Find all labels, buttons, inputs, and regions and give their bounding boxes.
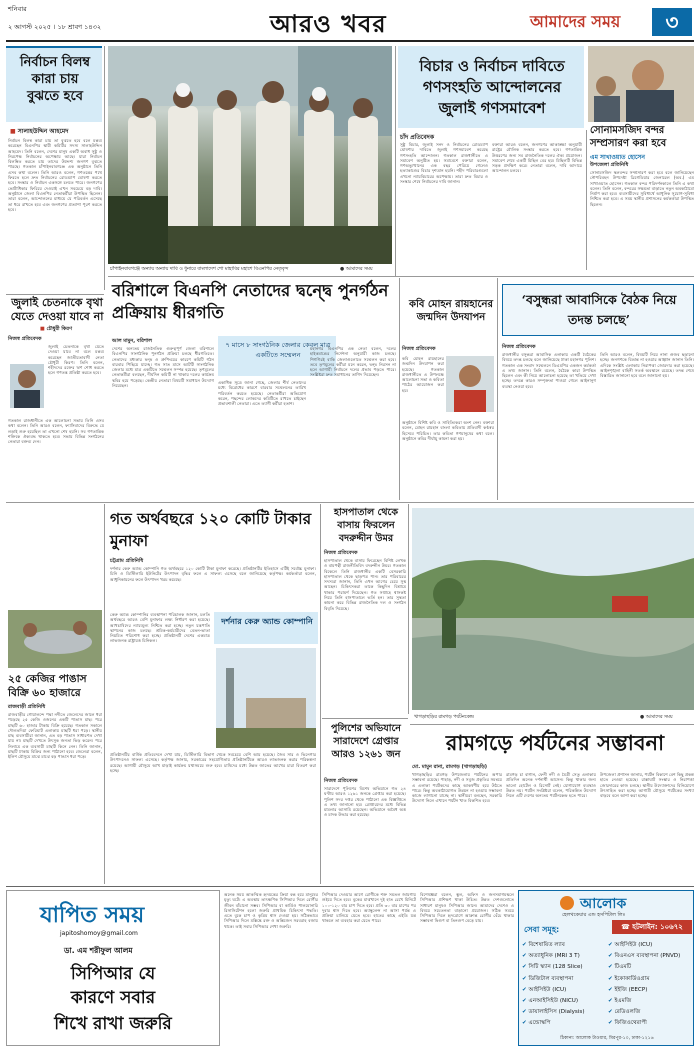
story-10-body: রাজবাড়ীর গোয়ালন্দে পদ্মা নদীতে জেলেদের জালে ধরা পড়েছে ২৫ কেজি ওজনের একটি পাঙাস মাছ। পরে মাছটি ৬০ হাজার টাকায় বিক্রি হয়েছে। গতকাল সকালে দৌলতদিয়া ফেরিঘাট এলাকায় মাছটি ধরা পড়ে। স্থানীয় মাছ ব্যবসায়ীরা জানান, এত বড় পাঙাস সাধারণত দেখা যায় না। মাছটি দেখতে উৎসুক জনতা ভিড় করেন। পরে নিলামে এক ব্যবসায়ী মাছটি কিনে নেন। তিনি জানান, মাছটি ঢাকায় বিক্রির জন্য পাঠানো হবে। জেলেরা বলেন, ইলিশ মৌসুমে মাঝে মাঝে বড় পাঙাস ধরা পড়ে। (8, 712, 102, 760)
rally-photo (108, 46, 392, 264)
hospital-logo-mark (560, 896, 574, 910)
story-11-body: সারাদেশে পুলিশের বিশেষ অভিযানে গত ২৪ ঘণ্টায় আরও ১২৬১ জনকে গ্রেপ্তার করা হয়েছে। পুলিশ সদর দপ্তর থেকে পাঠানো এক বিজ্ঞপ্তিতে এ তথ্য জানানো হয়। গ্রেপ্তারদের মধ্যে বিভিন্ন মামলার আসামি রয়েছেন। অভিযানে অবৈধ অস্ত্র ও মাদক উদ্ধার করা হয়েছে। (324, 786, 406, 818)
service-item-label: আইসিইউ (ICU) (614, 942, 653, 948)
ad-email: japitoshomoy@gmail.com (60, 930, 138, 937)
story-4-byline: আল মামুন, বরিশাল (112, 338, 153, 344)
hospital-address: ঠিকানা: আলোক টাওয়ার, মিরপুর-১০, ঢাকা-১২১৬ (560, 1036, 654, 1041)
story-7-body-b: তিনি আরও বলেন, বিষয়টি নিয়ে নানা গুজব ছড়ানো হচ্ছে। জনগণকে বিভ্রান্ত না হওয়ার আহ্বান জানান তিনি। এদিকে সংশ্লিষ্ট এলাকায় নিরাপত্তা জোরদার করা হয়েছে। আইনশৃঙ্খলা বাহিনী সতর্ক অবস্থানে রয়েছে। তদন্ত শেষে বিস্তারিত জানানো হবে বলে জানানো হয়। (600, 352, 694, 379)
service-item (608, 1007, 692, 1018)
hospital-name: আলোক (580, 896, 627, 912)
photo-2-caption: খাগড়াছড়ির রামগড় পর্যটনকেন্দ্র (414, 715, 474, 720)
story-12-body-b: রামগড় চা বাগান, ফেনী নদী ও মৈত্রী সেতু এলাকায় প্রতিদিন অনেক দর্শনার্থী আসেন। কিন্তু থাকার জন্য ভালো হোটেল ও রিসোর্ট নেই। যোগাযোগ ব্যবস্থাও উন্নত নয়। পর্যটন সংশ্লিষ্টরা বলেন, পরিকল্পিত উদ্যোগ নিলে এটি দেশের অন্যতম পর্যটনকেন্দ্র হতে পারে। (506, 772, 596, 799)
photo-1-caption: চাঁপাইনবাবগঞ্জে অন্যায় অন্যায় দাবি ও ধুনারে বাংলাদেশ শো মাহাবির মহাশে বিএনপির নেতৃবৃন্দ (110, 267, 289, 272)
story-2-byline: চাঁদ প্রতিবেদক (400, 134, 435, 141)
hotline-text: হটলাইন: ১০৬৭২ (632, 923, 683, 931)
portrait-photo (588, 46, 694, 122)
story-7-title: ‘বসুন্ধরা আবাসিকে বৈঠক নিয়ে তদন্ত চলছে’ (521, 292, 677, 327)
story-9-body: হাসপাতাল থেকে বাসায় ফিরেছেন বিশিষ্ট লেখক ও বামপন্থী রাজনীতিবিদ বদরুদ্দীন উমর। গতকাল বিকেলে তিনি রাজধানীর একটি বেসরকারি হাসপাতাল থেকে ছাড়পত্র পান। তার পরিবারের সদস্যরা জানান, তিনি এখন আগের চেয়ে সুস্থ আছেন। চিকিৎসকরা তাকে কিছুদিন বিশ্রামে থাকার পরামর্শ দিয়েছেন। গত সপ্তাহে শ্বাসকষ্ট নিয়ে তিনি হাসপাতালে ভর্তি হন। তার সুস্থতা কামনা করে বিভিন্ন রাজনৈতিক দল ও সংগঠন বিবৃতি দিয়েছে। (324, 558, 406, 611)
service-item-label: ডায়ালাইসিস (Dialysis) (528, 1009, 585, 1016)
service-item-label: অত্যাধুনিক (MRI 3 T) (528, 953, 580, 960)
story-8-body-c: প্রতিষ্ঠানটির বার্ষিক প্রতিবেদনে দেখা যায়, ডিস্টিলারি বিভাগ থেকে সবচেয়ে বেশি আয় হয়েছে। জৈব সার ও ভিনেগার উৎপাদনেও সাফল্য এসেছে। কর্তৃপক্ষ জানায়, সরকারের সহযোগিতায় প্রতিষ্ঠানটিকে আরও লাভজনক করার পরিকল্পনা রয়েছে। আগামী মৌসুমে আখ মাড়াই কার্যক্রম যথাসময়ে শুরু হবে। চাষিদের মধ্যে উন্নত জাতের আখের চারা বিতরণ করা হচ্ছে। (110, 752, 316, 773)
story-8-subhead: দর্শনার কেরু অ্যান্ড কোম্পানি (221, 617, 313, 626)
poet-photo-art (446, 356, 494, 412)
story-3-body: সোনামসজিদ স্থলবন্দর সম্প্রসারণ করা হবে বলে জানিয়েছেন নৌপরিবহন উপদেষ্টা ব্রিগেডিয়ার জেনারেল (অব.) এম সাখাওয়াত হোসেন। গতকাল বন্দর পরিদর্শনকালে তিনি এ কথা বলেন। তিনি বলেন, বন্দরের সক্ষমতা বাড়াতে নতুন অবকাঠামো নির্মাণ করা হবে। ব্যবসায়ীদের সুবিধার্থে আধুনিক সুযোগ-সুবিধা নিশ্চিত করা হবে। এ সময় স্থানীয় প্রশাসনের কর্মকর্তারা উপস্থিত ছিলেন। (590, 170, 694, 207)
story-5-byline-text: চৌধুরী কিরণ (46, 326, 73, 332)
hospital-subtitle: হেলথকেয়ার এন্ড হসপিটাল লিঃ (562, 912, 626, 918)
story-10-reporter: রাজবাড়ী প্রতিনিধি (8, 704, 46, 710)
story-2-body-b: বক্তারা আরও বলেন, জনগণের আকাঙ্ক্ষা অনুযায়ী রাষ্ট্রের মৌলিক সংস্কার করতে হবে। গণতান্ত্রিক উত্তরণের জন্য সব রাজনৈতিক দলের ঐক্য প্রয়োজন। সমাবেশ শেষে একটি মিছিল বের হয়। মিছিলটি বিভিন্ন সড়ক প্রদক্ষিণ করে। নেতারা বলেন, দাবি আদায়ে আন্দোলন চলবে। (492, 142, 582, 174)
story-1-title: নির্বাচন বিলম্ব কারা চায় বুঝতে হবে (19, 55, 91, 104)
story-2-title: বিচার ও নির্বাচন দাবিতে গণসংহতি আন্দোলনের জুলাই গণসমাবেশ (419, 57, 565, 117)
ad-doctor: ডা. এম শরীফুল আলম (64, 946, 133, 955)
story-5-title: জুলাই চেতনাকে বৃথা যেতে দেওয়া যাবে না (10, 296, 104, 323)
service-item (608, 996, 692, 1007)
story-7-reporter: নিজস্ব প্রতিবেদক (502, 344, 536, 350)
user-icon: ■ (10, 128, 18, 135)
check-icon: ✔ (608, 964, 615, 971)
story-11-title: পুলিশের অভিযানে সারাদেশে গ্রেপ্তার আরও ১২৬১ জন (331, 723, 401, 760)
check-icon: ✔ (608, 986, 615, 993)
story-8-reporter: চট্টগ্রাম প্রতিনিধি (110, 558, 144, 564)
story-6-body-2: অনুষ্ঠানে বিশিষ্ট কবি ও সাহিত্যিকরা অংশ নেন। বক্তারা বলেন, মোহন রায়হান বাংলা কবিতায় প্রতিবাদী কণ্ঠস্বর হিসেবে পরিচিত। তার কবিতা গণমানুষের কথা বলে। অনুষ্ঠানে কবির দীর্ঘায়ু কামনা করা হয়। (402, 420, 494, 441)
story-3-reporter: উপজেলা প্রতিনিধি (590, 162, 629, 168)
page-number: ৩ (652, 8, 692, 36)
story-3-byline: এম সাখাওয়াত হোসেন (590, 154, 645, 161)
phone-icon: ☎ (621, 923, 633, 931)
story-5-body-2: গতকাল রাজধানীতে এক আলোচনা সভায় তিনি এসব কথা বলেন। তিনি আরও বলেন, ফ্যাসিবাদের বিরুদ্ধে যে লড়াই শুরু হয়েছিল তা এখনো শেষ হয়নি। সব গণতান্ত্রিক শক্তিকে ঐক্যবদ্ধ থাকতে হবে। সভায় বিভিন্ন সংগঠনের নেতারা বক্তব্য দেন। (8, 418, 104, 445)
story-2-body-a: সুষ্ঠু বিচার, জুলাই সনদ ও নির্বাচনের রোডম্যাপ ঘোষণার দাবিতে জুলাই গণসমাবেশ করেছে গণসংহতি আন্দোলন। গতকাল রাজধানীতে এ সমাবেশ অনুষ্ঠিত হয়। সমাবেশে বক্তারা বলেন, গণঅভ্যুত্থানের এক বছর পেরিয়ে গেলেও হত্যাকাণ্ডের বিচার দৃশ্যমান হয়নি। শহীদ পরিবারগুলো এখনো ন্যায়বিচারের অপেক্ষায়। তারা দ্রুত বিচার ও সংস্কার শেষে নির্বাচনের দাবি জানান। (400, 142, 488, 185)
story-8-body-b: কেরু অ্যান্ড কোম্পানির ব্যবস্থাপনা পরিচালক জানান, চলতি অর্থবছরে আরও বেশি মুনাফার লক্ষ্য নির্ধারণ করা হয়েছে। আখচাষিদের ন্যায্যমূল্য নিশ্চিত করা হচ্ছে। নতুন যন্ত্রপাতি স্থাপনের কাজ চলছে। শ্রমিক-কর্মচারীদের বেতন-ভাতা নিয়মিত পরিশোধ করা হচ্ছে। প্রতিষ্ঠানটি দেশের একমাত্র লাভজনক রাষ্ট্রায়ত্ত চিনিকল। (110, 612, 210, 644)
services-right-list (608, 940, 692, 1030)
service-item-label: এন্ডোস্কপি (528, 1020, 551, 1027)
header-day: শনিবার (8, 5, 27, 13)
check-icon: ✔ (522, 998, 529, 1005)
factory-photo (216, 648, 316, 748)
photo-2-credit (640, 714, 673, 722)
service-item (522, 940, 606, 951)
service-item (608, 962, 692, 973)
story-7-body-a: রাজধানীর বসুন্ধরা আবাসিক এলাকায় একটি বৈঠকের বিষয়ে তদন্ত চলছে বলে জানিয়েছে ঢাকা মহানগর পুলিশ। গতকাল এক সংবাদ সম্মেলনে ডিএমপির একজন কর্মকর্তা এ তথ্য জানান। তিনি বলেন, বৈঠকে কারা উপস্থিত ছিলেন এবং কী নিয়ে আলোচনা হয়েছে তা খতিয়ে দেখা হচ্ছে। তদন্তে কারও সম্পৃক্ততা পাওয়া গেলে আইনানুগ ব্যবস্থা নেওয়া হবে। (502, 352, 596, 389)
story-4-subhead: ৭ মাসে ৮ সাংগঠনিক জেলার কেবল মাত্র একটিতে সম্মেলন (225, 341, 331, 359)
service-item (608, 951, 692, 962)
service-item (522, 962, 606, 973)
service-item-label: ডিজিটাল ব্যবস্থাপনা (528, 975, 574, 982)
camera-icon: ● (340, 267, 346, 272)
service-item-label: সিটি স্ক্যান (128 Slice) (528, 964, 583, 971)
check-icon: ✔ (608, 1020, 615, 1027)
check-icon: ✔ (522, 986, 529, 993)
check-icon: ✔ (522, 1009, 529, 1016)
service-item (522, 974, 606, 985)
service-item-label: ফিজিওথেরাপী (614, 1020, 647, 1027)
story-10-title: ২৫ কেজির পাঙাস বিক্রি ৬০ হাজারে (8, 673, 87, 699)
story-6-body: কবি মোহন রায়হানের জন্মদিন উদযাপন করা হয়েছে। গতকাল রাজধানীতে এ উপলক্ষে আলোচনা সভা ও কবিতা পাঠের আয়োজন করা হয়। (402, 356, 444, 393)
check-icon: ✔ (608, 1009, 615, 1016)
fish-photo-art (8, 610, 102, 668)
check-icon: ✔ (522, 942, 529, 948)
section-title: আরও খবর (270, 9, 387, 38)
story-1-byline-text: সালাহউদ্দিন আহমেদ (17, 128, 69, 135)
story-5-byline (40, 326, 72, 334)
ramgarh-photo-art (412, 508, 694, 710)
photo-1-credit (340, 266, 373, 274)
story-3-title: সোনামসজিদ বন্দর সম্প্রসারণ করা হবে (590, 125, 667, 149)
story-5-body: জুলাই চেতনাকে বৃথা যেতে দেওয়া যাবে না বলে মন্তব্য করেছেন জাতীয়তাবাদী নেতা চৌধুরী কিরণ। তিনি বলেন, শহীদদের রক্তের ঋণ শোধ করতে হলে গণতন্ত্র প্রতিষ্ঠা করতে হবে। (48, 344, 104, 376)
check-icon: ✔ (608, 998, 615, 1005)
service-item-label: টিএমটি (614, 964, 632, 971)
story-4-body-b: একাধিক সূত্রে জানা গেছে, জেলার শীর্ষ নেতাদের মধ্যে বিরোধের কারণে বারবার সম্মেলনের তারিখ পরিবর্তন করতে হয়েছে। নেতাকর্মীরা অভিযোগ করেন, পছন্দের লোকদের কমিটিতে রাখতে চাইছেন প্রভাবশালী নেতারা। এতে ত্যাগী কর্মীরা হতাশ। (218, 380, 306, 407)
story-6-reporter: নিজস্ব প্রতিবেদক (402, 346, 436, 352)
story-12-title: রামগড়ে পর্যটনের সম্ভাবনা (445, 730, 665, 755)
check-icon: ✔ (608, 953, 615, 960)
service-item-label: ইএমজি (614, 998, 632, 1005)
check-icon: ✔ (522, 953, 529, 960)
story-12-body-c: উপজেলা প্রশাসন জানায়, পর্যটন বিকাশে বেশ কিছু প্রকল্প হাতে নেওয়া হয়েছে। রাস্তাঘাট সংস্কার ও নিরাপত্তা জোরদারের কাজ চলছে। স্থানীয় উদ্যোক্তাদের বিনিয়োগে উৎসাহিত করা হচ্ছে। আগামী মৌসুমে পর্যটকের সংখ্যা বাড়বে বলে আশা করা হচ্ছে। (600, 772, 694, 799)
service-item (522, 1007, 606, 1018)
service-item-label: রেডিওলজি (614, 1009, 641, 1016)
story-4-body-a: দেশের অন্যতম রাজনৈতিক গুরুত্বপূর্ণ জেলা বরিশালে বিএনপির সাংগঠনিক পুনর্গঠন প্রক্রিয়া চলছে ধীরগতিতে। নেতাদের মধ্যকার দ্বন্দ্ব ও গ্রুপিংয়ের কারণে কমিটি গঠন বারবার পিছিয়ে যাচ্ছে। গত সাত মাসে আটটি সাংগঠনিক জেলার মধ্যে মাত্র একটিতে সম্মেলন সম্পন্ন হয়েছে। তৃণমূলের নেতাকর্মীরা বলছেন, দীর্ঘদিন কমিটি না থাকায় দলের কার্যক্রম স্থবির হয়ে পড়েছে। কেন্দ্রীয় নেতারা বিষয়টি সমাধানে উদ্যোগ নিয়েছেন। (112, 346, 214, 389)
ad-headline-2: কারণে সবার (70, 988, 156, 1008)
service-item-label: ইকোকার্ডিওগ্রাম (614, 975, 650, 982)
check-icon: ✔ (522, 1020, 529, 1027)
check-icon: ✔ (522, 975, 529, 982)
story-8-title: গত অর্থবছরে ১২০ কোটি টাকার মুনাফা (110, 509, 312, 550)
ramgarh-photo (412, 508, 694, 710)
services-left-list (522, 940, 606, 1030)
factory-photo-art (216, 648, 316, 748)
service-item-label: আইসিইউ (ICU) (528, 986, 567, 993)
portrait-art (588, 46, 694, 122)
paper-logo: আমাদের সময় (530, 12, 621, 31)
story-1-body: নির্বাচন বিলম্ব কারা চায় তা বুঝতে হবে বলে মন্তব্য করেছেন বিএনপির স্থায়ী কমিটির সদস্য সালাহউদ্দিন আহমেদ। তিনি বলেন, দেশের মানুষ একটি অবাধ সুষ্ঠু ও নিরপেক্ষ নির্বাচনের অপেক্ষায় আছে। যারা নির্বাচন বিলম্বিত করতে চায় তাদের উদ্দেশ্য জনগণ বুঝতে পারছে। গতকাল চাঁপাইনবাবগঞ্জে এক অনুষ্ঠানে তিনি এসব কথা বলেন। তিনি আরও বলেন, গণতন্ত্রের পথে ফিরতে হলে দ্রুত নির্বাচনের রোডম্যাপ ঘোষণা করতে হবে। সংস্কার ও নির্বাচন একসঙ্গে চলতে পারে। জনগণের ভোটাধিকার ফিরিয়ে দেওয়াই এখন সবচেয়ে বড় দাবি। অনুষ্ঠানে জেলা বিএনপির নেতাকর্মীরা উপস্থিত ছিলেন। তারা বলেন, আন্দোলনের মাধ্যমে যে পরিবর্তন এসেছে তা ধরে রাখতে হবে এবং জনগণের প্রত্যাশা পূরণ করতে হবে। (8, 138, 102, 212)
story-6-title: কবি মোহন রায়হানের জন্মদিন উদযাপন (408, 299, 494, 323)
service-item (522, 996, 606, 1007)
service-item (522, 951, 606, 962)
speaker-portrait (10, 364, 44, 408)
service-item (608, 940, 692, 951)
story-1-byline (10, 126, 68, 137)
check-icon: ✔ (608, 942, 615, 948)
story-12-body-a: খাগড়াছড়ির রামগড় উপজেলায় পর্যটনের অপার সম্ভাবনা রয়েছে। পাহাড়, নদী ও সবুজ প্রকৃতির সমন্বয়ে এ এলাকা পর্যটকদের কাছে আকর্ষণীয় হয়ে উঠতে পারে। কিন্তু অবকাঠামোগত উন্নয়ন না হওয়ায় সম্ভাবনা কাজে লাগানো যাচ্ছে না। স্থানীয়রা বলছেন, সরকারি উদ্যোগ নিলে এখানে পর্যটন খাত বিকশিত হবে। (412, 772, 502, 804)
story-9-title: হাসপাতাল থেকে বাসায় ফিরলেন বদরুদ্দীন উমর (334, 507, 398, 544)
camera-icon: ● (640, 715, 646, 720)
service-item (522, 1018, 606, 1029)
photo-1-credit-text: আমাদের সময় (345, 267, 373, 272)
story-4-title: বরিশালে বিএনপি নেতাদের দ্বন্দ্বে পুনর্গঠন প্রক্রিয়ায় ধীরগতি (112, 281, 389, 322)
story-12-byline: মো. মামুন রানা, রামগড় (খাগড়াছড়ি) (412, 764, 488, 770)
check-icon: ✔ (608, 975, 615, 982)
speaker-portrait-art (10, 364, 44, 408)
user-icon: ■ (40, 326, 47, 332)
photo-2-credit-text: আমাদের সময় (645, 715, 673, 720)
services-title: সেবা সমূহ: (524, 925, 560, 934)
service-item-label: ইইজি (EECP) (614, 986, 648, 993)
poet-photo (446, 356, 494, 412)
service-item (522, 985, 606, 996)
story-9-reporter: নিজস্ব প্রতিবেদক (324, 550, 358, 556)
ad-article-body-a: অনেক সময় আকস্মিক হৃদযন্ত্রের ক্রিয়া বন্ধ হয়ে মানুষের মৃত্যু ঘটে। এ অবস্থায় তাৎক্ষণিক সিপিআর দিলে রোগীর জীবন বাঁচানো সম্ভব। সিপিআর বা কার্ডিও পালমোনারি রিসাসিটেশন হলো জরুরি প্রাথমিক চিকিৎসা পদ্ধতি। এতে বুকে চাপ ও কৃত্রিম শ্বাস দেওয়া হয়। সঠিকভাবে সিপিআর দিলে মস্তিষ্কে রক্ত ও অক্সিজেন সরবরাহ বজায় থাকে। তাই সবার সিপিআর শেখা জরুরি। (224, 892, 318, 929)
service-item-label: এনআইসিইউ (NICU) (528, 998, 579, 1005)
service-item-label: বিএনএস ব্যবস্থাপনা (PNVD) (614, 953, 681, 960)
service-item (608, 974, 692, 985)
header-date: ২ আগস্ট ২০২৫ । ১৮ শ্রাবণ ১৪৩২ (8, 23, 102, 31)
rally-photo-art (108, 46, 392, 264)
ad-article-body-b: সিপিআর দেওয়ার আগে রোগীকে শক্ত সমতল জায়গায় শুইয়ে দিতে হবে। বুকের মাঝখানে দুই হাত রেখে মিনিটে ১০০-১২০ বার চাপ দিতে হবে। প্রতি ৩০ বার চাপের পর দুবার শ্বাস দিতে হবে। অ্যাম্বুলেন্স না আসা পর্যন্ত এ প্রক্রিয়া চালিয়ে যেতে হবে। হাতের কাছে এইডি যন্ত্র থাকলে তা ব্যবহার করা যেতে পারে। (322, 892, 416, 924)
story-5-reporter: নিজস্ব প্রতিবেদক (8, 336, 42, 342)
hotline-badge[interactable] (612, 920, 692, 934)
story-8-body-a: দর্শনার কেরু অ্যান্ড কোম্পানি গত অর্থবছরে ১২০ কোটি টাকা মুনাফা করেছে। প্রতিষ্ঠানটির ইতিহাসে এটিই সর্বোচ্চ মুনাফা। চিনি ও ডিস্টিলারি ইউনিটের উৎপাদন বৃদ্ধির ফলে এ সাফল্য এসেছে বলে জানিয়েছে কর্তৃপক্ষ। কর্মকর্তারা বলেন, আধুনিকায়নের ফলে উৎপাদন খরচ কমেছে। (110, 566, 316, 582)
service-item (608, 1018, 692, 1029)
ad-article-body-c: বিশেষজ্ঞরা বলেন, স্কুল, অফিস ও জনসমাগমস্থলে সিপিআর প্রশিক্ষণ থাকা উচিত। উন্নত দেশগুলোতে সাধারণ মানুষও সিপিআর জানে। আমাদের দেশেও এ বিষয়ে সচেতনতা বাড়ানো প্রয়োজন। সঠিক সময়ে সিপিআর দিলে হৃদরোগে আক্রান্ত রোগীর বেঁচে থাকার সম্ভাবনা দ্বিগুণ বা তিনগুণ বেড়ে যায়। (420, 892, 514, 924)
service-item-label: বিশেষায়িত ল্যাব (528, 942, 565, 948)
story-11-reporter: নিজস্ব প্রতিবেদক (324, 778, 358, 784)
fish-photo (8, 610, 102, 668)
ad-headline-1: সিপিআর যে (70, 964, 156, 984)
ad-brand: যাপিত সময় (40, 902, 145, 928)
story-4-body-c: মহানগর বিএনপির এক নেতা বলেন, দলের হাইকমান্ডের নির্দেশনা অনুযায়ী কাজ চলছে। শিগগিরই বাকি জেলাগুলোতে সম্মেলন করা হবে। তবে তৃণমূলের কর্মীরা মনে করেন, দ্বন্দ্ব নিরসন না হলে আগামী নির্বাচনে দলের প্রভাব পড়তে পারে। সংশ্লিষ্টরা দ্রুত সমাধানের তাগিদ দিয়েছেন। (310, 346, 396, 378)
service-item (608, 985, 692, 996)
ad-headline-3: শিখে রাখা জরুরি (54, 1014, 172, 1034)
check-icon: ✔ (522, 964, 529, 971)
